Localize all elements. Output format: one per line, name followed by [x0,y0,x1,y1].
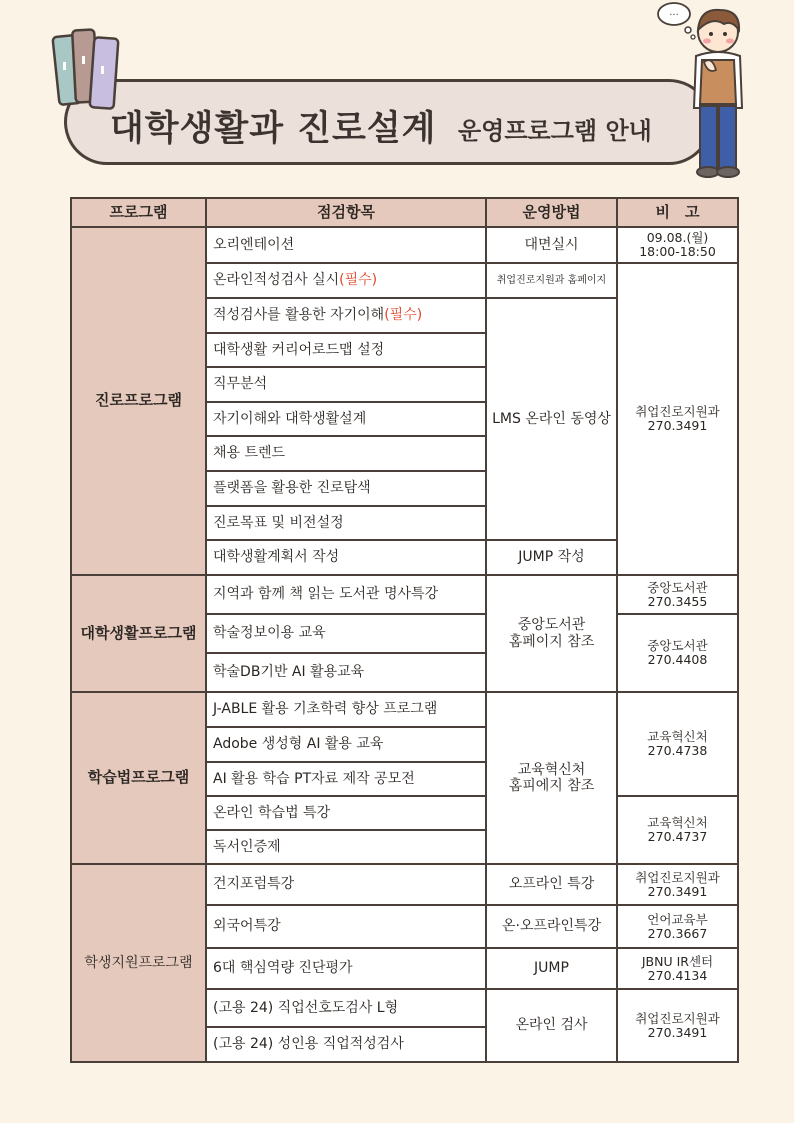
note-line: 중앙도서관 [647,638,708,653]
note-line: 270.3491 [647,1024,708,1040]
note-cell [617,575,738,614]
method-cell [486,575,617,692]
method-cell: 취업진로지원과 홈페이지 [486,263,617,298]
item-cell: 독서인증제 [206,830,486,864]
student-illustration [652,0,752,180]
note-line: JBNU IR센터 [641,953,714,969]
item-cell: 온라인 학습법 특강 [206,796,486,830]
item-cell: 직무분석 [206,367,486,402]
item-text: 적성검사를 활용한 자기이해 [213,307,385,324]
item-cell: 6대 핵심역량 진단평가 [206,948,486,989]
note-line: 270.3455 [647,593,708,609]
item-cell: 지역과 함께 책 읽는 도서관 명사특강 [206,575,486,614]
note-line: 교육혁신처 [647,815,708,830]
item-cell: (고용 24) 성인용 직업적성검사 [206,1027,486,1062]
item-cell: 학술정보이용 교육 [206,614,486,653]
note-cell [617,692,738,796]
item-cell: AI 활용 학습 PT자료 제작 공모전 [206,762,486,796]
column-header-item: 점검항목 [206,198,486,227]
note-line: 취업진로지원과 [635,404,720,419]
table-header-row [71,198,738,227]
note-cell [617,948,738,989]
category-career: 진로프로그램 [71,227,206,575]
item-cell: 외국어특강 [206,905,486,948]
method-cell: 오프라인 특강 [486,864,617,905]
category-support: 학생지원프로그램 [71,864,206,1062]
note-cell [617,989,738,1062]
method-cell: JUMP 작성 [486,540,617,575]
category-learning: 학습법프로그램 [71,692,206,864]
method-cell [486,692,617,864]
item-cell: 대학생활계획서 작성 [206,540,486,575]
thought-bubble-text: ... [669,7,679,18]
item-cell: 진로목표 및 비전설정 [206,506,486,540]
required-mark: (필수) [339,272,378,289]
note-line: 270.3491 [647,418,708,433]
category-campus: 대학생활프로그램 [71,575,206,692]
note-line: 270.3491 [647,883,708,899]
item-cell [206,298,486,333]
item-cell: 건지포럼특강 [206,864,486,905]
note-cell [617,796,738,864]
method-line: 홈페이지 참조 [508,633,595,650]
required-mark: (필수) [384,307,423,324]
item-cell: Adobe 생성형 AI 활용 교육 [206,727,486,762]
table-row [71,575,738,614]
note-line: 270.4408 [647,652,708,667]
note-line: 270.4738 [647,743,708,758]
method-cell: LMS 온라인 동영상 [486,298,617,540]
item-cell: (고용 24) 직업선호도검사 L형 [206,989,486,1027]
item-text: 온라인적성검사 실시 [213,272,340,289]
note-cell [617,227,738,263]
method-line: 홈피에지 참조 [508,778,595,794]
item-cell [206,263,486,298]
program-table [70,197,739,1063]
note-cell [617,263,738,575]
note-cell [617,864,738,905]
note-line: 언어교육부 [647,911,708,927]
method-cell: 온·오프라인특강 [486,905,617,948]
column-header-program: 프로그램 [71,198,206,227]
note-line: 중앙도서관 [647,579,708,595]
note-line: 270.4134 [647,967,708,983]
item-cell: 대학생활 커리어로드맵 설정 [206,333,486,367]
note-line: 270.4737 [647,829,708,844]
note-line: 교육혁신처 [647,729,708,744]
item-cell: 플랫폼을 활용한 진로탐색 [206,471,486,506]
item-cell: 자기이해와 대학생활설계 [206,402,486,436]
note-line: 취업진로지원과 [635,1010,720,1026]
item-cell: 오리엔테이션 [206,227,486,263]
column-header-note: 비 고 [617,198,738,227]
table-row [71,692,738,727]
note-cell [617,905,738,948]
note-line: 18:00-18:50 [639,244,716,259]
table-row [71,864,738,905]
method-cell: JUMP [486,948,617,989]
note-line: 09.08.(월) [646,230,709,245]
item-cell: 학술DB기반 AI 활용교육 [206,653,486,692]
note-line: 취업진로지원과 [635,869,720,885]
page-title: 대학생활과 진로설계 [110,109,437,149]
method-cell: 대면실시 [486,227,617,263]
method-line: 중앙도서관 [517,617,586,634]
item-cell: J-ABLE 활용 기초학력 향상 프로그램 [206,692,486,727]
method-line: 교육혁신처 [517,761,586,778]
note-line: 270.3667 [647,925,708,941]
column-header-method: 운영방법 [486,198,617,227]
method-cell: 온라인 검사 [486,989,617,1062]
table-row [71,227,738,263]
books-icon [50,22,130,112]
note-cell [617,614,738,692]
item-cell: 채용 트렌드 [206,436,486,471]
page-subtitle: 운영프로그램 안내 [458,117,652,145]
